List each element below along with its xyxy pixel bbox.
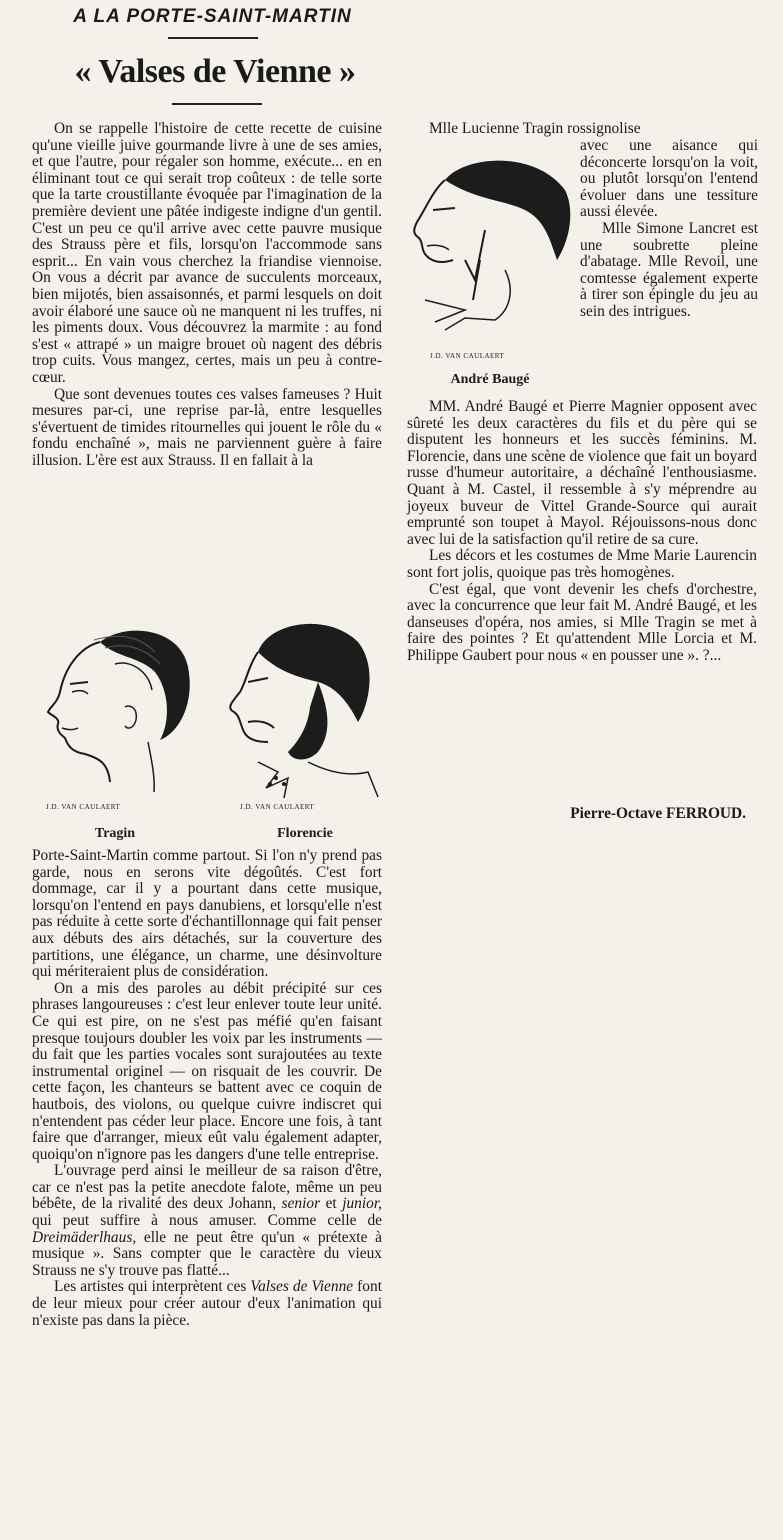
paragraph bbox=[32, 1163, 382, 1279]
paragraph: Porte-Saint-Martin comme partout. Si l'on n'y prend pas garde, nous en serons vite dégoûtés. C'est fort dommage, car il y a pourtant dans cette musique, lorsqu'on l'entend en pays danubiens, et lorsqu'elle n'est pas réduite à cette sorte d'échantillonnage qui fait penser aux débuts des airs détachés, sur la couverture des partitions, une élégance, un charme, une désinvolture qui mériteraient plus de considération. bbox=[32, 847, 382, 981]
paragraph-text: On a mis des paroles au débit précipité sur ces phrases langoureuses : c'est leur enlever toute leur unité. Ce qui est pire, on ne s'est pas méfié qu'en faisant presque toujours doubler les voix par les instruments — du fait que les parties vocales sont surajoutées au texte instrumental originel — on risquait de les couvrir. De cette façon, les chanteurs se battent avec ce coquin de hautbois, des violons, ou quelque cuivre indiscret qui n'entendent pas céder leur place. Encore une fois, à tant faire que d'arranger, mieux eût valu également adapter, quoiqu'on n'ignore pas les dangers d'une telle entreprise. bbox=[32, 979, 382, 1163]
paragraph: Mlle Lucienne Tragin rossignolise bbox=[429, 120, 641, 137]
right-column-narrow bbox=[580, 138, 758, 321]
author-byline: Pierre-Octave FERROUD. bbox=[570, 805, 746, 822]
left-column-top bbox=[32, 121, 382, 469]
paragraph: Mlle Simone Lancret est une soubrette pleine d'abatage. Mlle Revoil, une comtesse également experte à tirer son épingle du jeu au sein des intrigues. bbox=[580, 219, 758, 320]
left-column-bottom bbox=[32, 848, 382, 1329]
right-column-first-line bbox=[407, 121, 757, 138]
kicker-rule bbox=[168, 37, 258, 39]
paragraph: avec une aisance qui déconcerte lorsqu'on la voit, ou plutôt lorsqu'on l'entend évoluer dans une tessiture aussi élevée. bbox=[580, 137, 758, 221]
text-run: L'ouvrage perd ainsi le meilleur de sa raison d'être, car ce n'est pas la petite anecdote falote, même un peu bébête, de la rivalité des deux Johann, bbox=[32, 1162, 382, 1213]
text-run: et bbox=[325, 1195, 337, 1213]
paragraph: Que sont devenues toutes ces valses fameuses ? Huit mesures par-ci, une reprise par-là, entre lesquelles s'évertuent de timides ritournelles qui jouent le rôle du « fondu enchaîné », mais ne parviennent guère à faire illusion. L'ère est aux Strauss. Il en fallait à la bbox=[32, 385, 382, 469]
paragraph: On se rappelle l'histoire de cette recette de cuisine qu'une vieille juive gourmande livre à une de ses amies, et que l'autre, pour régaler son homme, exécute... en en éliminant tout ce qui serait trop coûteux : de telle sorte que la tarte croustillante évoquée par l'imagination de la première devient une pâtée indigeste indigne d'un gentil. C'est un peu ce qu'il arrive avec cette pauvre musique des Strauss père et fils, lorsqu'on l'accommode sans esprit... En vain vous cherchez la friandise viennoise. On vous a décrit par avance de succulents morceaux, bien mijotés, bien assaisonnés, et parmi lesquels on doit avoir élaboré une sauce où ne manquent ni les truffes, ni les piments doux. Vous découvrez la marmite : au fond s'est « attrapé » un maigre brouet où nagent des débris trop cuits. Vous mangez, certes, mais un peu à contre-cœur. bbox=[32, 120, 382, 386]
paragraph: Les décors et les costumes de Mme Marie Laurencin sont fort jolis, quoique pas très homogènes. bbox=[407, 547, 757, 581]
bauge-portrait bbox=[405, 150, 577, 350]
tragin-caption: Tragin bbox=[94, 826, 136, 841]
text-run: qui peut suffire à nous amuser. Comme celle de bbox=[32, 1212, 382, 1230]
florencie-portrait bbox=[218, 612, 384, 806]
headline-rule bbox=[172, 103, 262, 105]
florencie-caption: Florencie bbox=[277, 826, 333, 841]
paragraph bbox=[32, 981, 382, 1164]
headline: « Valses de Vienne » bbox=[74, 53, 356, 90]
text-run: font de leur mieux pour créer autour d'eux l'animation qui n'existe pas dans la pièce. bbox=[32, 1278, 382, 1329]
text-run-italic: senior bbox=[281, 1195, 321, 1213]
bauge-caption: André Baugé bbox=[450, 372, 530, 387]
text-run-italic: junior, bbox=[342, 1195, 382, 1213]
florencie-signature: J.D. VAN CAULAERT bbox=[240, 803, 315, 811]
right-column-bottom bbox=[407, 399, 757, 665]
kicker: A LA PORTE-SAINT-MARTIN bbox=[73, 6, 352, 27]
text-run: elle ne peut être qu'un « prétexte à musique ». Sans compter que le caractère du vieux Strauss ne s'y trouve pas flatté... bbox=[32, 1228, 382, 1279]
bauge-signature: J.D. VAN CAULAERT bbox=[430, 352, 505, 360]
text-run-italic: Valses de Vienne bbox=[250, 1278, 354, 1296]
paragraph bbox=[32, 1279, 382, 1329]
text-run: Les artistes qui interprètent ces bbox=[54, 1278, 247, 1296]
text-run-italic: Dreimäderlhaus, bbox=[32, 1228, 137, 1246]
tragin-signature: J.D. VAN CAULAERT bbox=[46, 803, 121, 811]
tragin-portrait bbox=[30, 612, 202, 802]
paragraph: MM. André Baugé et Pierre Magnier opposent avec sûreté les deux caractères du fils et du père qui se disputent les honneurs et les succès féminins. M. Florencie, dans une scène de violence que fait un boyard russe d'humeur autoritaire, a déchaîné l'enthousiasme. Quant à M. Castel, il ressemble à s'y méprendre au joyeux buveur de Vittel Grande-Source qui aurait emprunté son toupet à Mayol. Réjouissons-nous donc avec lui de la satisfaction qu'il retire de sa cure. bbox=[407, 398, 757, 548]
paragraph: C'est égal, que vont devenir les chefs d'orchestre, avec la concurrence que leur fait M. André Baugé, et les danseuses d'opéra, nos amies, si Mlle Tragin se met à faire des pointes ? Et qu'attendent Mlle Lorcia et M. Philippe Gaubert pour nous « en pousser une ». ?... bbox=[407, 580, 757, 664]
